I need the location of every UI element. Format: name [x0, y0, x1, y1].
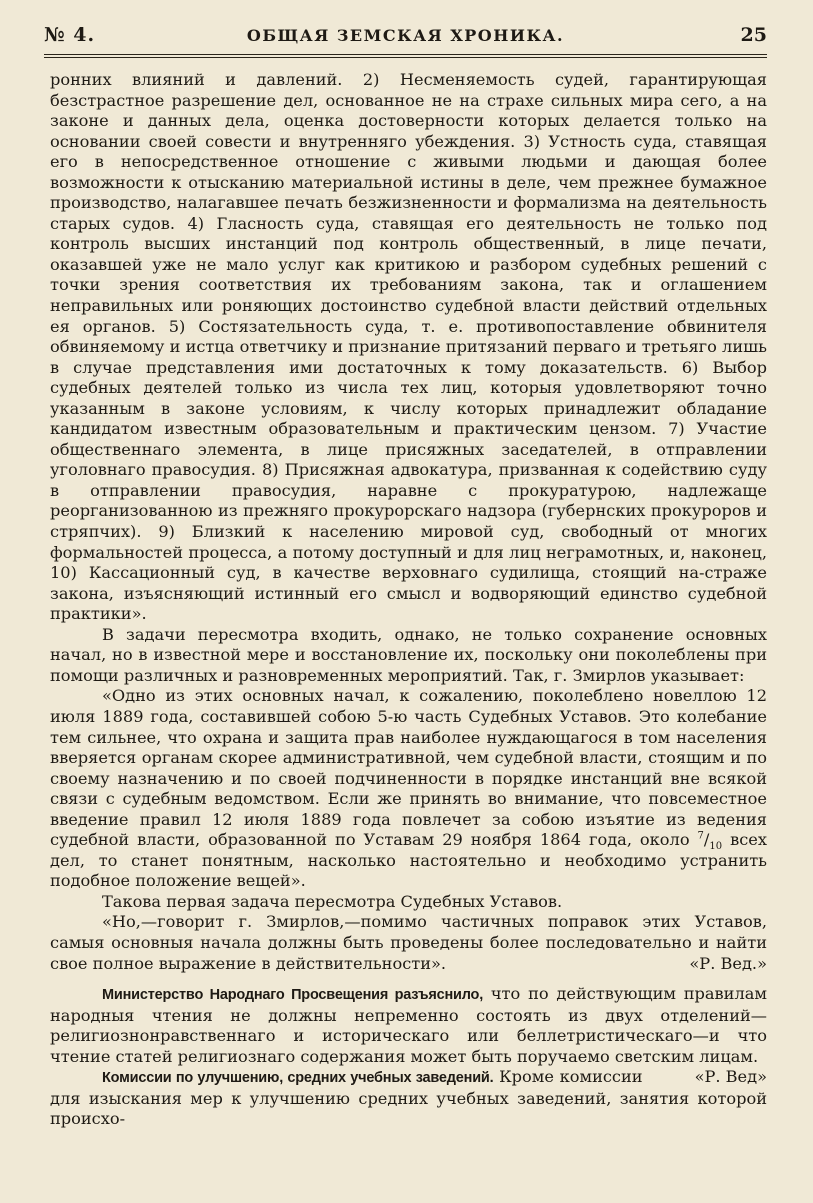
paragraph-zmirlov-quote: [50, 912, 767, 974]
source-citation: «Р. Вед»: [694, 1067, 767, 1087]
paragraph-revision-tasks: В задачи пересмотра входить, однако, не только сохранение основных начал, но в известной мере и восстановление их, поскольку они поколеблены при помощи различных и разновременных мероприятий. Так, г. Змирлов указывает:: [50, 624, 767, 685]
quote-text: «Но,—говорит г. Змирлов,—помимо частичных поправок этих Уставов, самыя основныя начала должны быть проведены более последовательно и найти свое полное выражение в действительности».: [50, 912, 767, 973]
article-body: [50, 70, 767, 1130]
news-lead: Комиссии по улучшению, средних учебных заведений.: [102, 1070, 494, 1087]
issue-number: № 4.: [44, 24, 96, 46]
news-text: что по действующим правилам народныя чтения не должны непременно состоять из двух отделений—религиознонравственнаго и историческаго или беллетристическаго—и что чтение статей религиознаго содержания может быть поручаемо светским лицам.: [50, 984, 767, 1066]
paragraph-quote-novella: «Одно из этих основных начал, к сожалению, поколеблено новеллою 12 июля 1889 года, составившей собою 5-ю часть Судебных Уставов. Это колебание тем сильнее, что охрана и защита прав наиболее нуждающагося в том населения вверяется органам скорее административной, чем судебной власти, стоящим и по своему назначению и по своей подчиненности в порядке инстанций вне всякой связи с судебным ведомством. Если же принять во внимание, что повсеместное введение правил 12 июля 1889 года повлечет за собою изъятие из ведения судебной власти, образованной по Уставам 29 ноября 1864 года, около $^7/_{10}$ всех дел, то станет понятным, насколько настоятельно и необходимо устранить подобное положение вещей».: [50, 686, 767, 891]
header-rule: [44, 54, 767, 55]
paragraph-first-task: Такова первая задача пересмотра Судебных Уставов.: [102, 891, 563, 911]
quote-text-end: всех дел, то станет понятным, насколько настоятельно и необходимо устранить подобное положение вещей».: [50, 830, 767, 891]
fraction-numerator: 7: [697, 830, 704, 842]
source-citation: «Р. Вед.»: [689, 953, 767, 973]
fraction-denominator: 10: [709, 841, 723, 853]
running-title: ОБЩАЯ ЗЕМСКАЯ ХРОНИКА.: [246, 26, 565, 45]
news-lead: Министерство Народнаго Просвещения разъяснило,: [102, 987, 484, 1004]
quote-text: «Одно из этих основных начал, к сожалению, поколеблено новеллою 12 июля 1889 года, составившей собою 5-ю часть Судебных Уставов. Это колебание тем сильнее, что охрана и защита прав наиболее нуждающагося в том населения вверяется органам скорее административной, чем судебной власти, стоящим и по своему назначению и по своей подчиненности в порядке инстанций вне всякой связи с судебным ведомством. Если же принять во внимание, что повсеместное введение правил 12 июля 1889 года повлечет за собою изъятие из ведения судебной власти, образованной по Уставам 29 ноября 1864 года, около: [50, 686, 767, 850]
paragraph-continuation: ронних влияний и давлений. 2) Несменяемость судей, гарантирующая безстрастное разрешение дел, основанное не на страхе сильных мира сего, а на законе и данных дела, оценка достоверности которых делается только на основании своей совести и внутренняго убеждения. 3) Устность суда, ставящая его в непосредственное отношение с живыми людьми и дающая более возможности к отысканию материальной истины в деле, чем прежнее бумажное производство, налагавшее печать безжизненности и формализма на деятельность старых судов. 4) Гласность суда, ставящая его деятельность не только под контроль высших инстанций под контроль общественный, в лице печати, оказавшей уже не мало услуг как критикою и разбором судебных решений с точки зрения соответствия их требованиям закона, так и оглашением неправильных или роняющих достоинство судебной власти действий отдельных ея органов. 5) Состязательность суда, т. е. противопоставление обвинителя обвиняемому и истца ответчику и признание притязаний перваго и третьяго лишь в случае представления ими достаточных к тому доказательств. 6) Выбор судебных деятелей только из числа тех лиц, которыя удовлетворяют точно указанным в законе условиям, к числу которых принадлежит обладание кандидатом известным образовательным и практическим цензом. 7) Участие общественнаго элемента, в лице присяжных заседателей, в отправлении уголовнаго правосудия. 8) Присяжная адвокатура, призванная к содействию суду в отправлении правосудия, наравне с прокуратурою, надлежаще реорганизованною из прежняго прокурорскаго надзора (губернских прокуроров и стряпчих). 9) Близкий к населению мировой суд, свободный от многих формальностей процесса, а потому доступный и для лиц неграмотных, и, наконец, 10) Кассационный суд, в качестве верховнаго судилища, стоящий на-страже закона, изъясняющий истинный его смысл и водворяющий единство судебной практики».: [50, 70, 767, 624]
page-number: 25: [740, 24, 767, 46]
header-rule-thin: [44, 57, 767, 58]
page-header: [44, 24, 767, 52]
news-text: Кроме комиссии для изыскания мер к улучшению средних учебных заведений, занятия которой происхо-: [50, 1067, 767, 1129]
